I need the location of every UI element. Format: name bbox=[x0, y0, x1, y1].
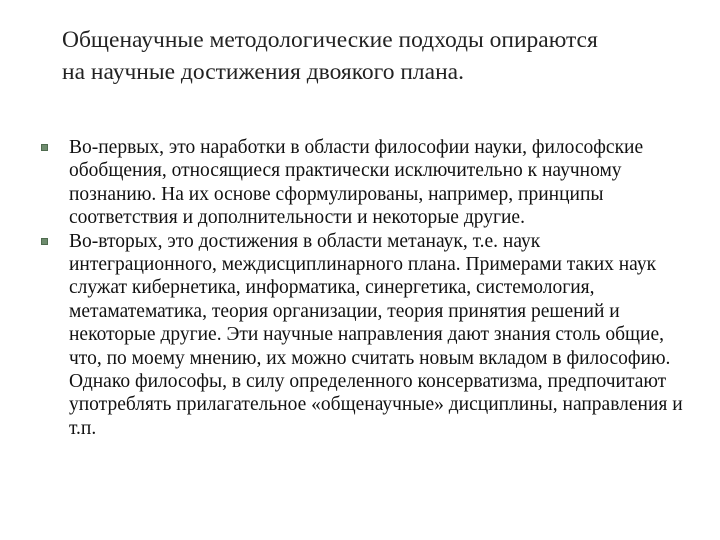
slide-title: Общенаучные методологические подходы опираются на научные достижения двоякого плана. bbox=[62, 27, 598, 85]
bullet-list bbox=[40, 136, 690, 440]
square-bullet-icon bbox=[41, 144, 48, 151]
list-item bbox=[40, 230, 690, 441]
bullet-text: Во-первых, это наработки в области философии науки, философские обобщения, относящиеся практически исключительно к научному познанию. На их основе сформулированы, например, принципы соответствия и дополнительности и некоторые другие. bbox=[69, 137, 644, 229]
list-item bbox=[40, 136, 690, 230]
bullet-text: Во-вторых, это достижения в области метанаук, т.е. наук интеграционного, междисциплинарного плана. Примерами таких наук служат кибернетика, информатика, синергетика, системология, метаматематика, теория организации, теория принятия решений и некоторые другие. Эти научные направления дают знания столь общие, что, по моему мнению, их можно считать новым вкладом в философию. Однако философы, в силу определенного консерватизма, предпочитают употреблять прилагательное «общенаучные» дисциплины, направления и т.п. bbox=[69, 230, 683, 439]
square-bullet-icon bbox=[41, 238, 48, 245]
